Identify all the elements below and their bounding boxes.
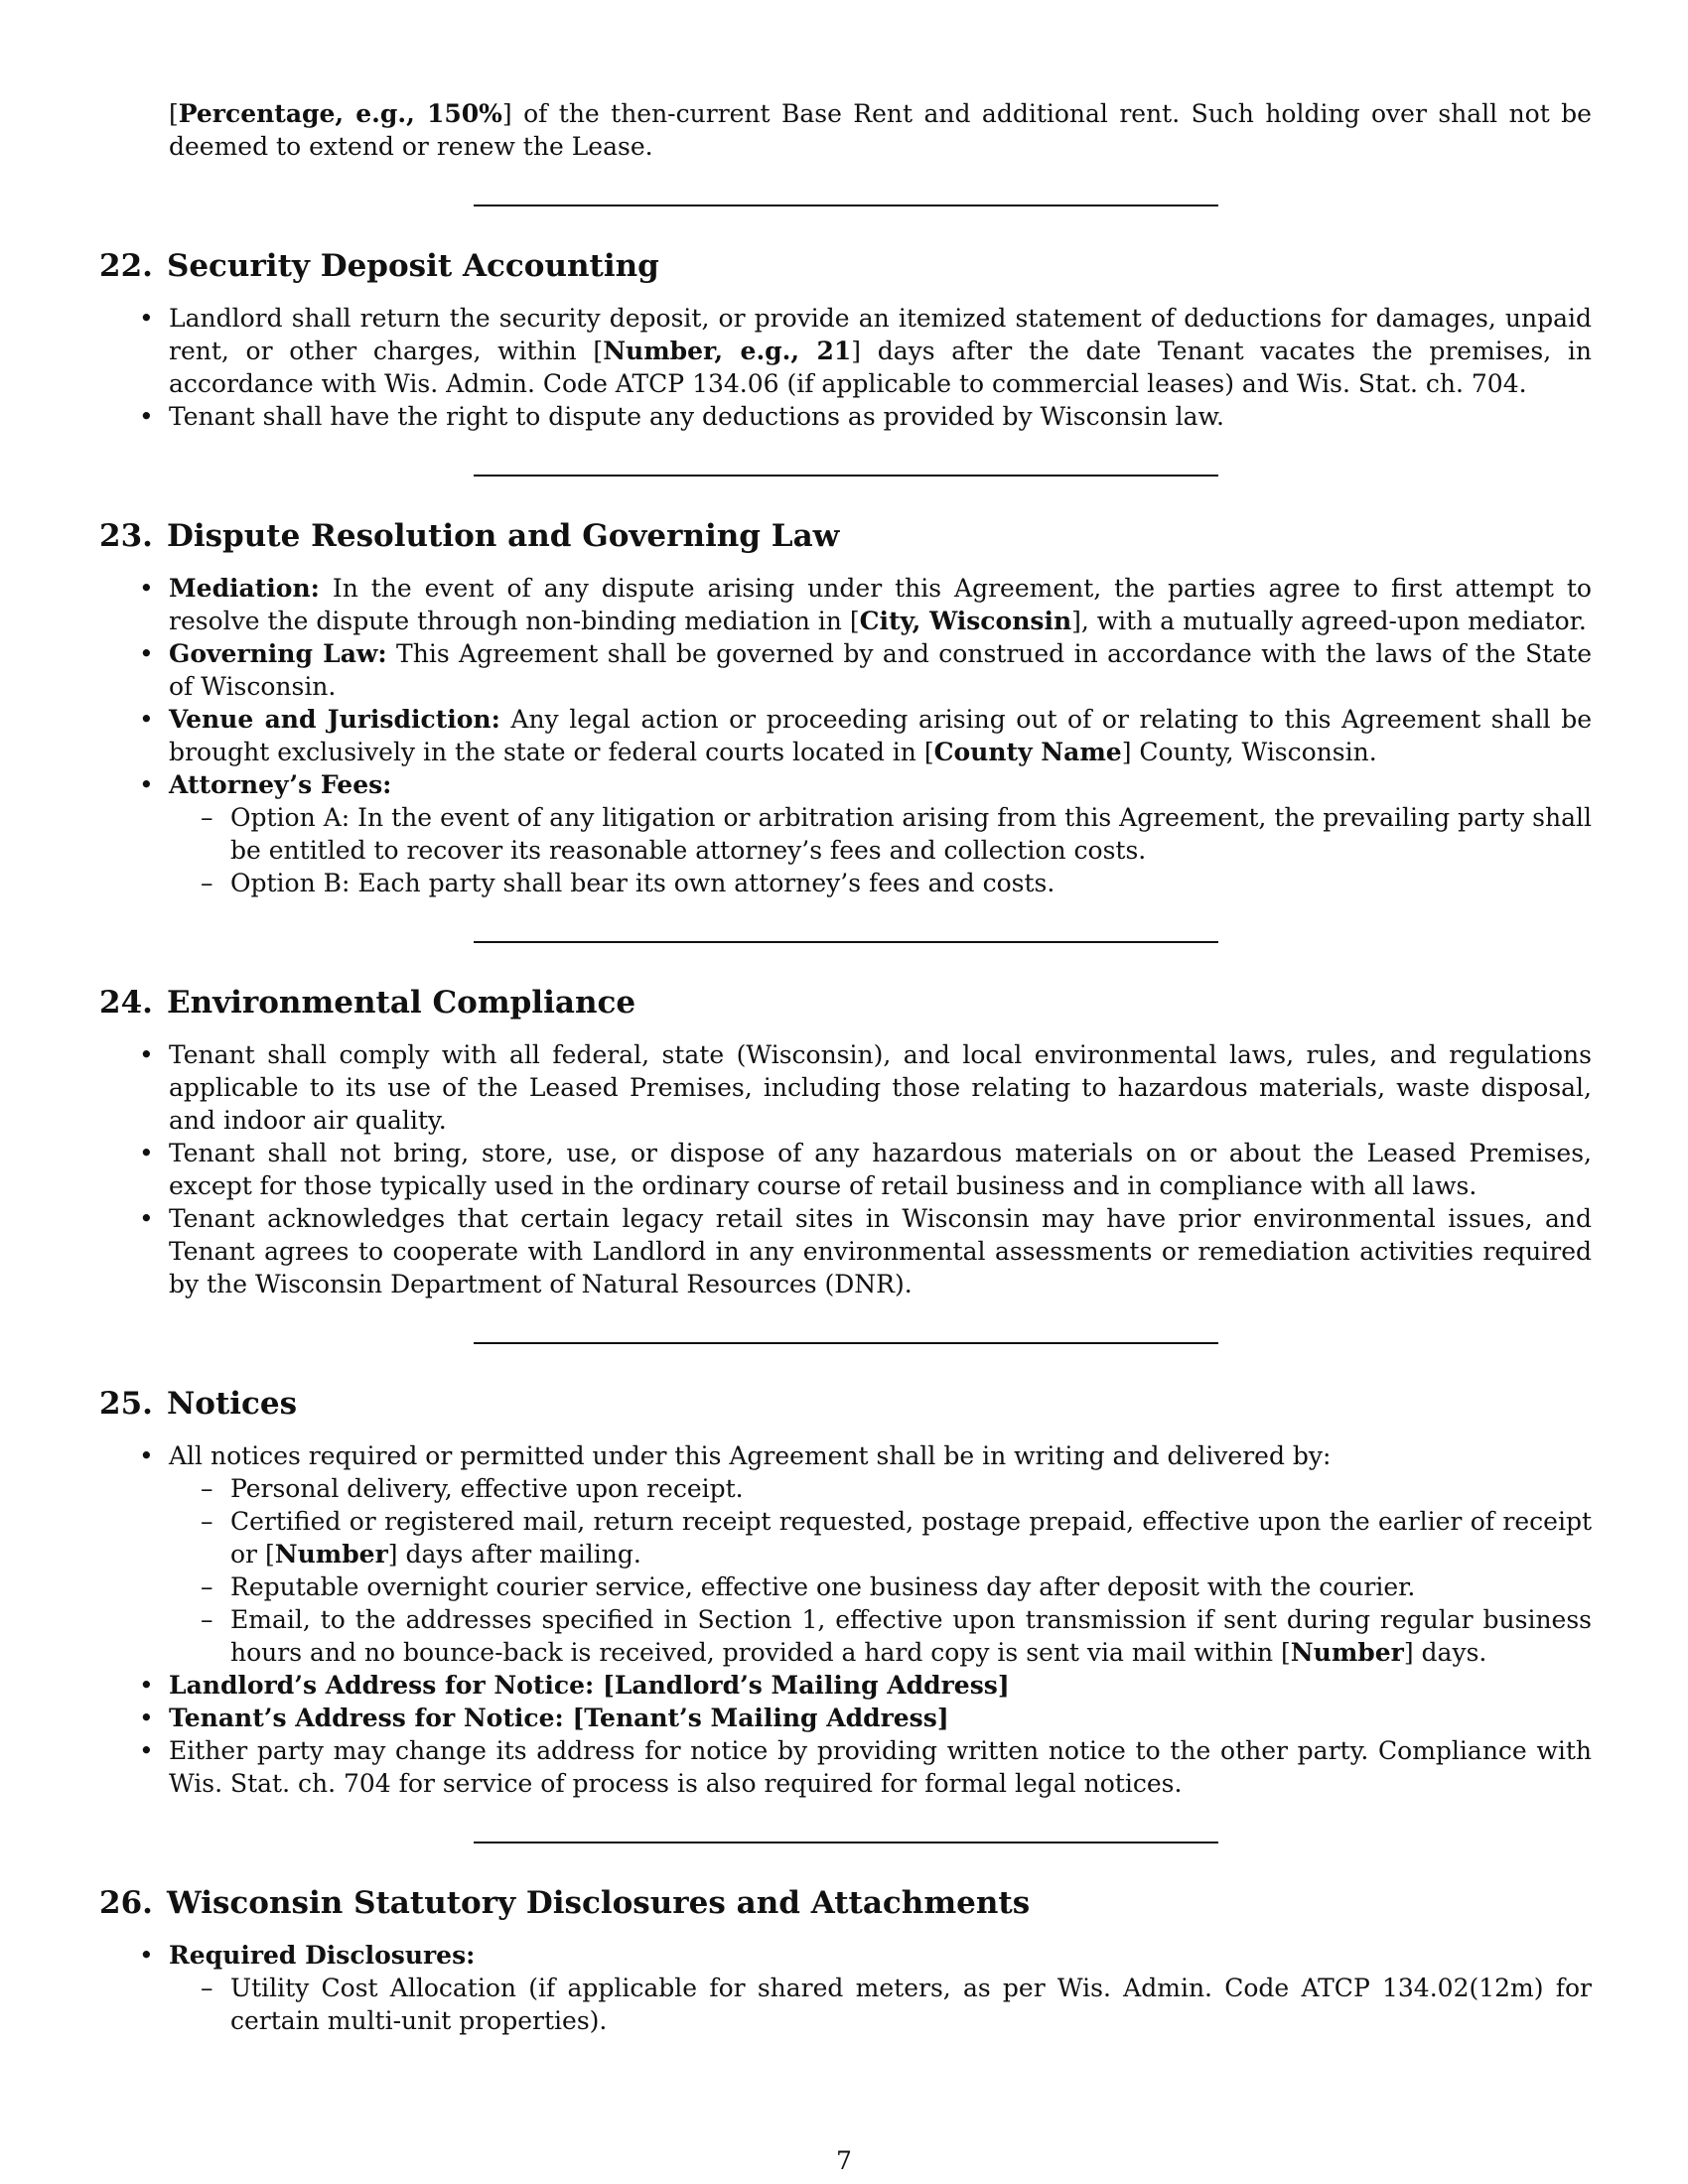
list-item: • Tenant shall have the right to dispute any deductions as provided by Wisconsin law.: [169, 400, 1592, 433]
sub-list-item: – Utility Cost Allocation (if applicable for shared meters, as per Wis. Admin. Code ATCP 134.02(12m) for certain multi-unit properties).: [230, 1972, 1592, 2037]
bullet-list: [99, 1038, 1592, 1300]
placeholder: County Name: [933, 738, 1122, 766]
sub-list-item: – Option B: Each party shall bear its own attorney’s fees and costs.: [230, 867, 1592, 899]
section-heading: 22. Security Deposit Accounting: [99, 248, 659, 284]
list-item: • Either party may change its address for notice by providing written notice to the other party. Compliance with Wis. Stat. ch. 704 for service of process is also required for formal legal notices.: [169, 1734, 1592, 1800]
section-heading: 23. Dispute Resolution and Governing Law: [99, 518, 840, 554]
section-divider: [474, 1342, 1218, 1344]
list-item: • Tenant’s Address for Notice: [Tenant’s Mailing Address]: [169, 1702, 1592, 1734]
list-item: • Required Disclosures: – Utility Cost Allocation (if applicable for shared meters, as per Wis. Admin. Code ATCP 134.02(12m) for certain multi-unit properties).: [169, 1939, 1592, 2037]
list-item: • Mediation: In the event of any dispute arising under this Agreement, the parties agree to first attempt to resolve the dispute through non-binding mediation in [City, Wisconsin], with a mutually agreed-upon mediator.: [169, 572, 1592, 637]
holdover-continuation: [Percentage, e.g., 150%] of the then-current Base Rent and additional rent. Such holding over shall not be deemed to extend or renew the Lease.: [169, 99, 1592, 161]
placeholder: Number: [274, 1540, 388, 1569]
bullet-list: [99, 572, 1592, 899]
bullet-list: [99, 1439, 1592, 1800]
placeholder: Landlord’s Mailing Address: [614, 1671, 998, 1700]
sub-list-item: – Certified or registered mail, return receipt requested, postage prepaid, effective upon the earlier of receipt or [Number] days after mailing.: [230, 1505, 1592, 1570]
section-divider: [474, 941, 1218, 943]
section-25: [99, 1384, 1592, 1800]
list-item: • Tenant acknowledges that certain legacy retail sites in Wisconsin may have prior environmental issues, and Tenant agrees to cooperate with Landlord in any environmental assessments or remediation activities required by the Wisconsin Department of Natural Resources (DNR).: [169, 1202, 1592, 1300]
sub-list-item: – Email, to the addresses specified in Section 1, effective upon transmission if sent during regular business hours and no bounce-back is received, provided a hard copy is sent via mail within [Number] days.: [230, 1603, 1592, 1669]
bullet-list: [99, 302, 1592, 433]
section-divider: [474, 1842, 1218, 1843]
section-divider: [474, 475, 1218, 477]
sub-list: [169, 1472, 1592, 1669]
placeholder: Number: [1290, 1638, 1404, 1667]
section-divider: [474, 205, 1218, 206]
page-number: 7: [836, 2146, 852, 2175]
list-item: • Attorney’s Fees: – Option A: In the event of any litigation or arbitration arising from this Agreement, the prevailing party shall be entitled to recover its reasonable attorney’s fees and collection costs. – Option B: Each party shall bear its own attorney’s fees and costs.: [169, 768, 1592, 899]
section-heading: 24. Environmental Compliance: [99, 985, 636, 1021]
placeholder: Percentage, e.g., 150%: [178, 99, 502, 128]
sub-list: [169, 801, 1592, 899]
page-content: [99, 97, 1592, 2037]
sub-list: [169, 1972, 1592, 2037]
section-heading: 26. Wisconsin Statutory Disclosures and Attachments: [99, 1885, 1031, 1921]
list-item: • Landlord’s Address for Notice: [Landlord’s Mailing Address]: [169, 1669, 1592, 1702]
section-26: [99, 1883, 1592, 2037]
sub-list-item: – Personal delivery, effective upon receipt.: [230, 1472, 1592, 1505]
list-item: • All notices required or permitted under this Agreement shall be in writing and delivered by: – Personal delivery, effective upon receipt. – Certified or registered mail, return receipt requested, postage prepaid, effective upon the earlier of receipt or [Number] days after mailing. – Reputable overnight courier service, effective one business day after deposit with the courier. – Email, to the addresses specified in Section 1, effective upon transmission if sent during regular business hours and no bounce-back is received, provided a hard copy is sent via mail within [Number] days.: [169, 1439, 1592, 1669]
placeholder: Number, e.g., 21: [603, 337, 852, 365]
placeholder: City, Wisconsin: [859, 607, 1072, 635]
section-24: [99, 983, 1592, 1300]
placeholder: Tenant’s Mailing Address: [584, 1704, 937, 1732]
bullet-list: [99, 1939, 1592, 2037]
section-22: [99, 246, 1592, 433]
list-item: • Tenant shall not bring, store, use, or dispose of any hazardous materials on or about the Leased Premises, except for those typically used in the ordinary course of retail business and in compliance with all laws.: [169, 1137, 1592, 1202]
list-item: • Tenant shall comply with all federal, state (Wisconsin), and local environmental laws, rules, and regulations applicable to its use of the Leased Premises, including those relating to hazardous materials, waste disposal, and indoor air quality.: [169, 1038, 1592, 1137]
section-23: [99, 516, 1592, 899]
sub-list-item: – Reputable overnight courier service, effective one business day after deposit with the courier.: [230, 1570, 1592, 1603]
list-item: • Landlord shall return the security deposit, or provide an itemized statement of deductions for damages, unpaid rent, or other charges, within [Number, e.g., 21] days after the date Tenant vacates the premises, in accordance with Wis. Admin. Code ATCP 134.06 (if applicable to commercial leases) and Wis. Stat. ch. 704.: [169, 302, 1592, 400]
list-item: • Governing Law: This Agreement shall be governed by and construed in accordance with the laws of the State of Wisconsin.: [169, 637, 1592, 703]
list-item: • Venue and Jurisdiction: Any legal action or proceeding arising out of or relating to this Agreement shall be brought exclusively in the state or federal courts located in [County Name] County, Wisconsin.: [169, 703, 1592, 768]
sub-list-item: – Option A: In the event of any litigation or arbitration arising from this Agreement, the prevailing party shall be entitled to recover its reasonable attorney’s fees and collection costs.: [230, 801, 1592, 867]
section-heading: 25. Notices: [99, 1386, 298, 1422]
